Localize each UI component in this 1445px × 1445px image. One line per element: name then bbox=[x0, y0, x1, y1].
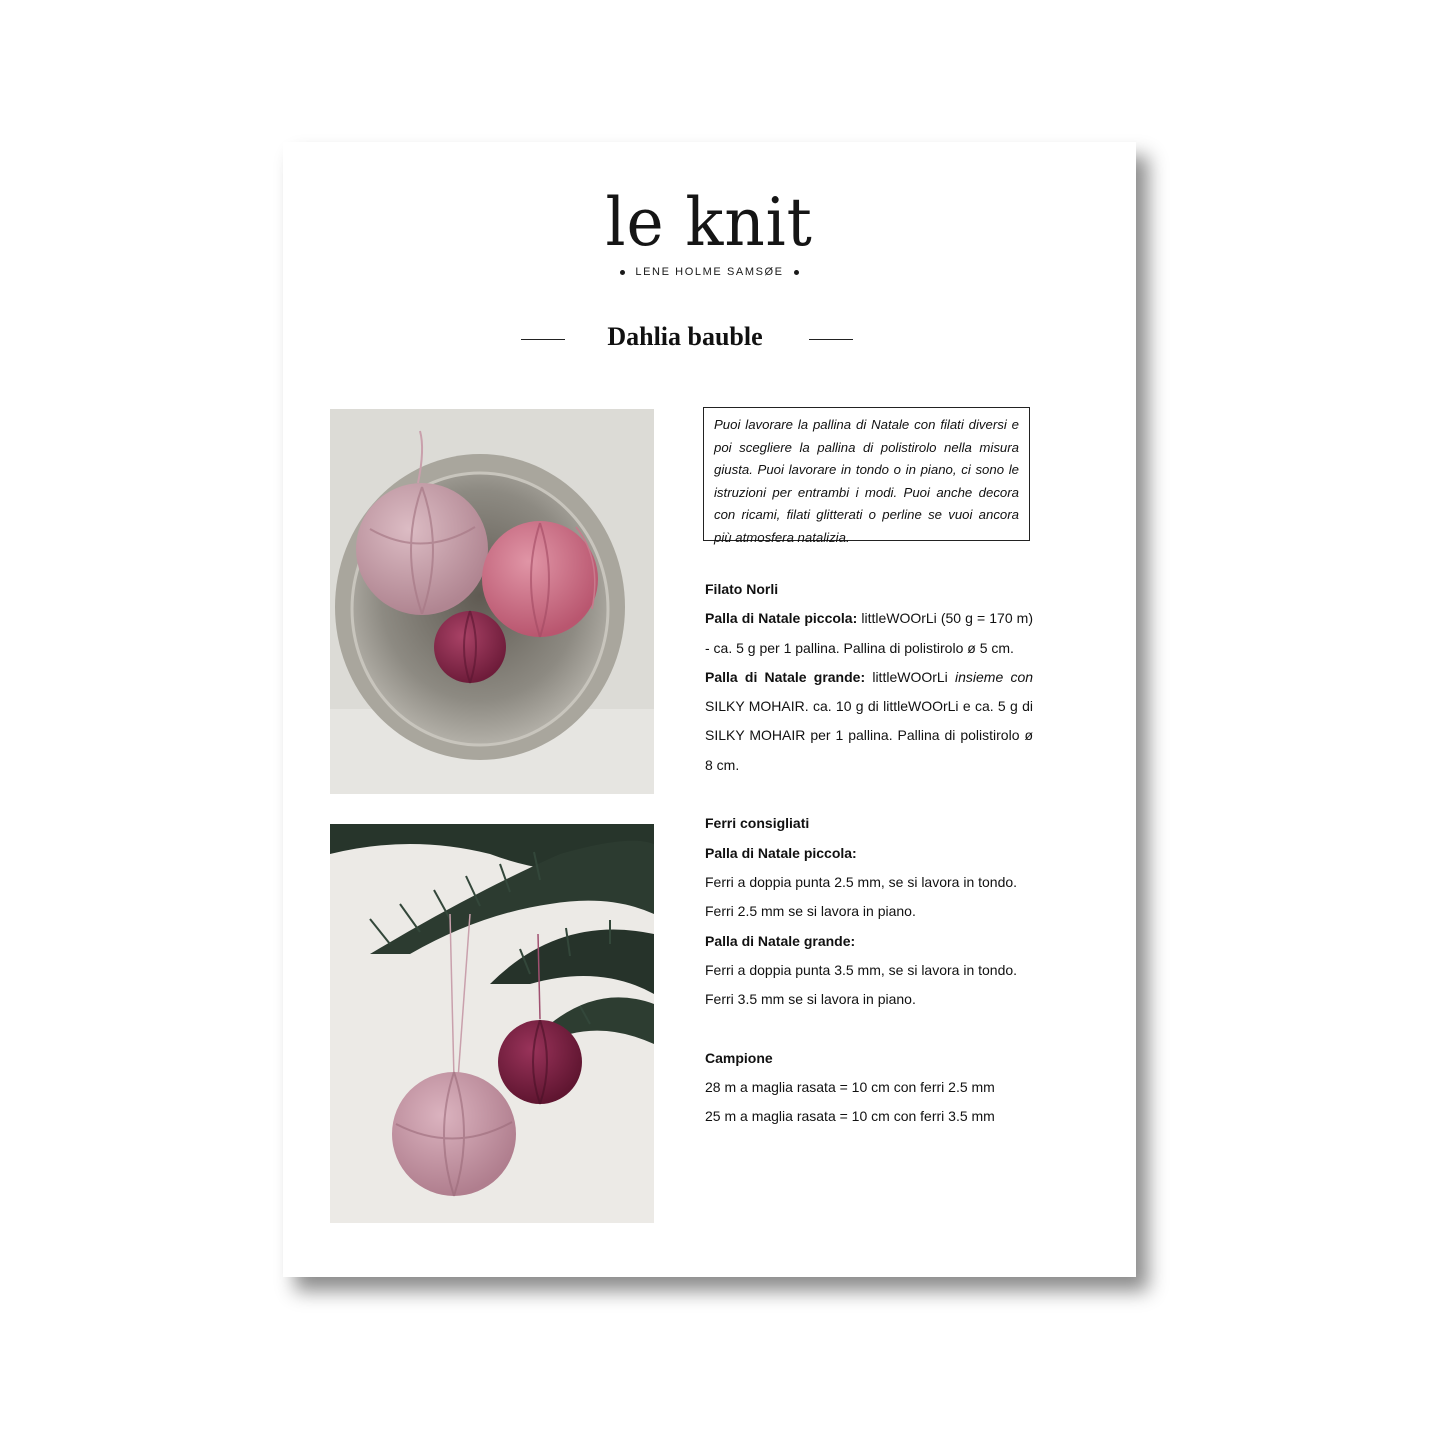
bullet-dot bbox=[620, 270, 625, 275]
needles-small-line: Ferri 2.5 mm se si lavora in piano. bbox=[705, 903, 916, 920]
needles-heading: Ferri consigliati bbox=[705, 815, 810, 832]
yarn-large-text-italic: insieme con bbox=[955, 668, 1034, 685]
pattern-page bbox=[283, 142, 1136, 1277]
title-rule-left bbox=[521, 339, 565, 340]
photo-baubles-in-bowl bbox=[330, 409, 654, 794]
needles-large-line: Ferri a doppia punta 3.5 mm, se si lavora in tondo. bbox=[705, 961, 1018, 978]
gauge-heading: Campione bbox=[705, 1049, 773, 1066]
title-row bbox=[283, 322, 1136, 358]
pattern-specs bbox=[705, 575, 1033, 1132]
yarn-large bbox=[705, 663, 1033, 780]
bullet-dot bbox=[794, 270, 799, 275]
yarn-small-text: littleWOOrLi (50 g = 170 m) - ca. 5 g per 1 pallina. Pallina di polistirolo ø 5 cm. bbox=[705, 610, 1034, 656]
needles-large-line: Ferri 3.5 mm se si lavora in piano. bbox=[705, 991, 916, 1008]
needles-large-label: Palla di Natale grande: bbox=[705, 932, 856, 949]
pattern-title: Dahlia bauble bbox=[607, 322, 763, 351]
yarn-small bbox=[705, 604, 1033, 663]
yarn-large-text-b: SILKY MOHAIR. ca. 10 g di littleWOOrLi e ca. 5 g di SILKY MOHAIR per 1 pallina. Pallina di polistirolo ø 8 cm. bbox=[705, 698, 1033, 773]
brand-name: le knit bbox=[605, 184, 814, 261]
brand-logo bbox=[283, 184, 1136, 278]
needles-small-label: Palla di Natale piccola: bbox=[705, 844, 857, 861]
needles-small-line: Ferri a doppia punta 2.5 mm, se si lavora in tondo. bbox=[705, 873, 1018, 890]
title-rule-right bbox=[809, 339, 853, 340]
intro-note: Puoi lavorare la pallina di Natale con filati diversi e poi scegliere la pallina di polistirolo nella misura giusta. Puoi lavorare in tondo o in piano, ci sono le istruzioni per entrambi i modi. Puoi anche decora con ricami, filati glitterati o perline se vuoi ancora più atmosfera natalizia. bbox=[703, 407, 1030, 541]
photo-baubles-on-branch bbox=[330, 824, 654, 1223]
yarn-small-label: Palla di Natale piccola: bbox=[705, 610, 858, 627]
yarn-large-text-a: littleWOOrLi bbox=[872, 668, 948, 685]
gauge-line: 25 m a maglia rasata = 10 cm con ferri 3.5 mm bbox=[705, 1108, 995, 1125]
brand-subtitle: LENE HOLME SAMSØE bbox=[635, 266, 784, 278]
gauge-line: 28 m a maglia rasata = 10 cm con ferri 2.5 mm bbox=[705, 1079, 995, 1096]
yarn-large-label: Palla di Natale grande: bbox=[705, 668, 866, 685]
yarn-heading: Filato Norli bbox=[705, 581, 779, 597]
